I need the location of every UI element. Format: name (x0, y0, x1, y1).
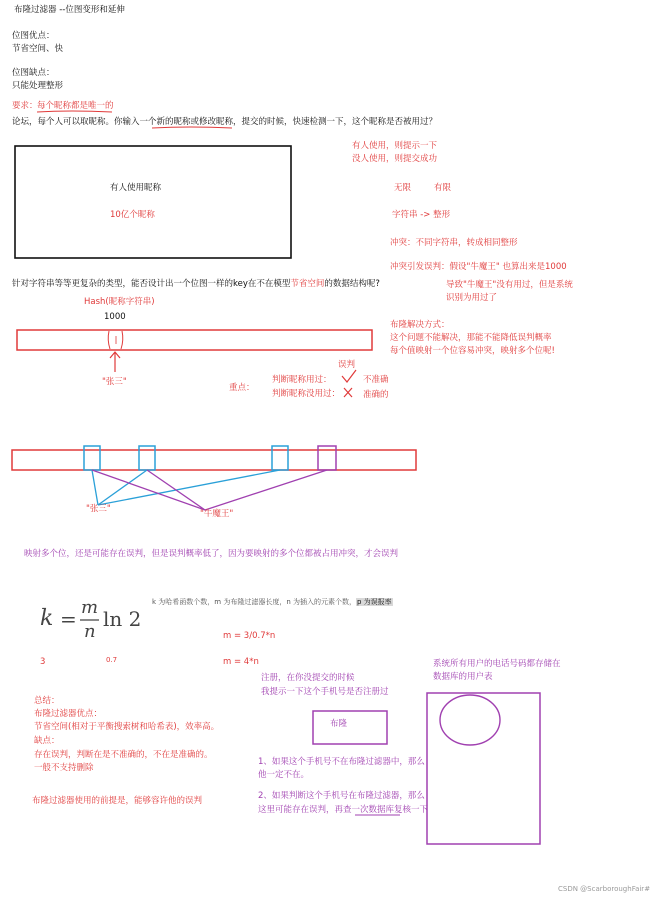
m-equation-2: m = 4*n (223, 657, 259, 667)
note-misjudge: 冲突引发误判：假设"牛魔王" 也算出来是1000 (390, 262, 567, 272)
m-equation-1: m = 3/0.7*n (223, 631, 276, 641)
database-record-circle (440, 695, 500, 745)
register-line-2: 我提示一下这个手机号是否注册过 (261, 687, 389, 697)
formula-description (152, 597, 393, 608)
bloom-solution-title: 布隆解决方式： (390, 320, 450, 330)
register-point-2b: 这里可能存在误判，再查一次数据库复核一下 (258, 805, 429, 815)
formula-k: k (40, 606, 54, 631)
register-point-2a: 2、如果判断这个手机号在布隆过滤器，那么 (258, 791, 425, 801)
db-note-2: 数据库的用户表 (433, 672, 493, 682)
note-unused-submit: 没人使用，则提交成功 (352, 154, 438, 164)
summary-pros-text: 节省空间(相对于平衡搜索树和哈希表)，效率高。 (34, 722, 220, 732)
bitmap-cell-marker-right (121, 331, 123, 349)
requirement-label: 要求： (12, 101, 38, 111)
hash-index: 1000 (104, 312, 126, 322)
check-mark-shape (342, 370, 356, 382)
check-unused-label: 判断昵称没用过： (272, 389, 341, 399)
question-text-highlight: 节省空间 (290, 279, 325, 289)
formula-numerator: m (81, 597, 99, 618)
inaccurate-label: 不准确 (363, 375, 389, 385)
box-used-label: 有人使用昵称 (110, 183, 162, 193)
formula-equals: = (60, 607, 77, 631)
box-count-label: 10亿个昵称 (110, 210, 155, 220)
summary-cons-text-1: 存在误判，判断在是不准确的，不在是准确的。 (34, 750, 213, 760)
n-value: 0.7 (106, 656, 118, 664)
accurate-label: 准确的 (363, 390, 389, 400)
note-infinite: 无限 (394, 183, 412, 193)
cross-mark-shape (344, 388, 352, 397)
question-text (12, 279, 380, 290)
note-string-to-int: 字符串 -> 整形 (392, 210, 451, 220)
watermark: CSDN @ScarboroughFair# (558, 885, 650, 893)
summary-pros-title: 布隆过滤器优点： (34, 709, 103, 719)
hash-label: Hash(昵称字符串) (84, 297, 155, 307)
note-finite: 有限 (434, 183, 452, 193)
multi-niumowang-label: "牛魔王" (200, 509, 234, 519)
formula-denominator: n (84, 621, 96, 642)
niumowang-line-2 (147, 470, 205, 510)
scenario-text: 论坛，每个人可以取昵称。你输入一个新的昵称或修改昵称，提交的时候，快速检测一下，这个昵称是否被用过？ (12, 117, 438, 127)
bitmap-cons-text: 只能处理整形 (12, 81, 64, 91)
register-point-1a: 1、如果这个手机号不在布隆过滤器中，那么 (258, 757, 425, 767)
k-value: 3 (40, 657, 46, 667)
summary-title: 总结： (34, 696, 60, 706)
note-used-prompt: 有人使用，则提示一下 (352, 141, 438, 151)
note-result-1: 导致"牛魔王"没有用过，但是系统 (446, 280, 573, 290)
database-box (427, 693, 540, 844)
register-point-1b: 他一定不在。 (258, 770, 310, 780)
check-used-label: 判断昵称用过： (272, 375, 332, 385)
zhangsan-line-1 (92, 470, 98, 505)
multi-zhangsan-label: "张三" (86, 504, 111, 514)
multi-bitmap-bar (12, 450, 416, 470)
summary-premise: 布隆过滤器使用的前提是，能够容许他的误判 (32, 796, 203, 806)
multi-bit-note: 映射多个位，还是可能存在误判，但是误判概率低了，因为要映射的多个位都被占用冲突，才会误判 (24, 549, 399, 559)
bloom-box (313, 711, 387, 744)
bitmap-pros-title: 位图优点： (12, 31, 55, 41)
bitmap-pros-text: 节省空间、快 (12, 44, 64, 54)
register-line-1: 注册，在你没提交的时候 (261, 673, 355, 683)
formula-ln2: ln 2 (103, 607, 142, 631)
bitmap-cons-title: 位图缺点： (12, 68, 55, 78)
requirement-text: 每个昵称都是唯一的 (37, 101, 114, 111)
bloom-solution-line-1: 这个问题不能解决，那能不能降低误判概率 (390, 333, 552, 343)
nickname-box (15, 146, 291, 258)
bloom-box-label: 布隆 (330, 719, 348, 729)
key-point-label: 重点： (229, 383, 255, 393)
summary-cons-title: 缺点： (34, 736, 60, 746)
db-note-1: 系统所有用户的电话号码都存储在 (433, 659, 561, 669)
page-title: 布隆过滤器 --位图变形和延伸 (14, 5, 125, 15)
note-conflict: 冲突：不同字符串，转成相同整形 (390, 238, 518, 248)
bitmap-bar (17, 330, 372, 350)
summary-cons-text-2: 一般不支持删除 (34, 763, 94, 773)
bloom-solution-line-2: 每个值映射一个位容易冲突，映射多个位呢! (390, 346, 555, 356)
hash-zhangsan: "张三" (102, 377, 127, 387)
note-result-2: 识别为用过了 (446, 293, 498, 303)
formula-description-text: k 为哈希函数个数，m 为布隆过滤器长度，n 为插入的元素个数， (152, 598, 356, 606)
bitmap-cell-marker (108, 331, 110, 349)
formula-description-highlight: p 为误报率 (356, 598, 392, 606)
question-text-after: 的数据结构呢? (324, 279, 380, 289)
question-text-before: 针对字符串等等更复杂的类型，能否设计出一个位图一样的key在不在模型 (12, 279, 291, 289)
niumowang-line-3 (205, 470, 327, 510)
misjudge-title: 误判 (338, 360, 356, 370)
